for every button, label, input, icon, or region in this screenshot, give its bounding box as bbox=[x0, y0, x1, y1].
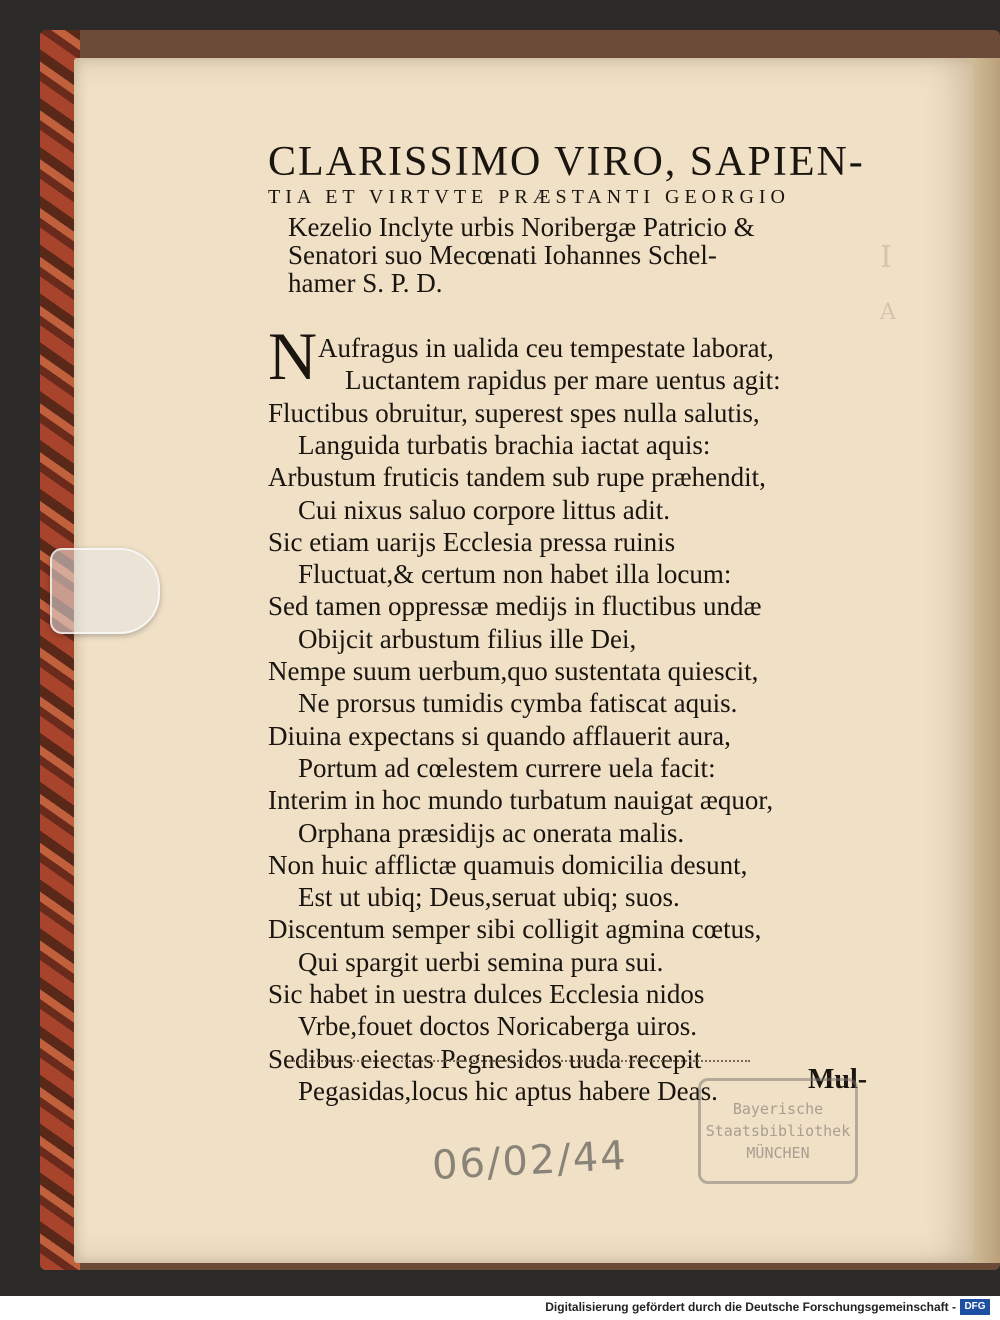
stamp-line-1: Bayerische bbox=[732, 1100, 824, 1118]
dedication-line-1: CLARISSIMO VIRO, SAPIEN- bbox=[268, 139, 865, 185]
poem-line: Diuina expectans si quando afflauerit aura, bbox=[268, 720, 731, 751]
footer-bar bbox=[0, 1296, 1000, 1320]
poem-line: Discentum semper sibi colligit agmina cœtus, bbox=[268, 914, 762, 945]
stamp-line-2: Staatsbibliothek bbox=[705, 1122, 851, 1140]
catchword: Mul- bbox=[808, 1064, 868, 1095]
handwritten-shelfmark: 06/02/44 bbox=[430, 1132, 629, 1190]
poem-line: Est ut ubiq; Deus,seruat ubiq; suos. bbox=[298, 882, 680, 913]
poem-line: Obijcit arbustum filius ille Dei, bbox=[298, 623, 637, 654]
dedication-line-4: Senatori suo Mecœnati Iohannes Schel- bbox=[288, 240, 717, 270]
poem-line: Sic habet in uestra dulces Ecclesia nidos bbox=[268, 979, 705, 1009]
dedication-line-3: Kezelio Inclyte urbis Noribergæ Patricio & bbox=[288, 212, 755, 242]
poem-line: Arbustum fruticis tandem sub rupe præhendit, bbox=[268, 462, 766, 493]
poem-line: Fluctibus obruitur, superest spes nulla salutis, bbox=[268, 397, 760, 428]
poem-line: Vrbe,fouet doctos Noricaberga uiros. bbox=[298, 1011, 698, 1042]
poem-line: Orphana præsidijs ac onerata malis. bbox=[298, 817, 685, 848]
drop-cap-initial: N bbox=[268, 318, 318, 394]
poem-line: Qui spargit uerbi semina pura sui. bbox=[298, 946, 664, 977]
bleed-through-text: A bbox=[880, 300, 896, 325]
bleed-through-text: I bbox=[880, 240, 892, 275]
library-stamp bbox=[698, 1078, 858, 1184]
poem-line: Cui nixus saluo corpore littus adit. bbox=[298, 494, 670, 525]
dfg-logo: DFG bbox=[960, 1299, 990, 1315]
underline-mark bbox=[290, 1060, 750, 1062]
poem-line: Sic etiam uarijs Ecclesia pressa ruinis bbox=[268, 526, 676, 557]
poem-line: Aufragus in ualida ceu tempestate laborat, bbox=[318, 333, 774, 363]
poem-line: Ne prorsus tumidis cymba fatiscat aquis. bbox=[298, 688, 738, 719]
bookmark-clip bbox=[50, 548, 160, 634]
poem-line: Interim in hoc mundo turbatum nauigat æquor, bbox=[268, 785, 774, 816]
poem-line: Languida turbatis brachia iactat aquis: bbox=[298, 429, 711, 460]
poem-line: Sedibus eiectas Pegnesidos uuda recepit bbox=[268, 1043, 702, 1074]
poem-line: Luctantem rapidus per mare uentus agit: bbox=[345, 365, 781, 396]
footer-credit: Digitalisierung gefördert durch die Deutsche Forschungsgemeinschaft - bbox=[545, 1300, 956, 1314]
poem-line: Fluctuat,& certum non habet illa locum: bbox=[298, 559, 732, 590]
poem-line: Pegasidas,locus hic aptus habere Deas. bbox=[298, 1075, 718, 1106]
poem-line: Portum ad cœlestem currere uela facit: bbox=[298, 752, 716, 783]
poem-line: Non huic afflictæ quamuis domicilia desunt, bbox=[268, 849, 748, 880]
dedication-line-2: TIA ET VIRTVTE PRÆSTANTI GEORGIO bbox=[268, 186, 791, 208]
poem-line: Sed tamen oppressæ medijs in fluctibus undæ bbox=[268, 591, 762, 622]
poem-line: Nempe suum uerbum,quo sustentata quiescit, bbox=[268, 656, 759, 686]
stamp-line-3: MÜNCHEN bbox=[746, 1144, 810, 1162]
dedication-line-5: hamer S. P. D. bbox=[288, 268, 443, 298]
